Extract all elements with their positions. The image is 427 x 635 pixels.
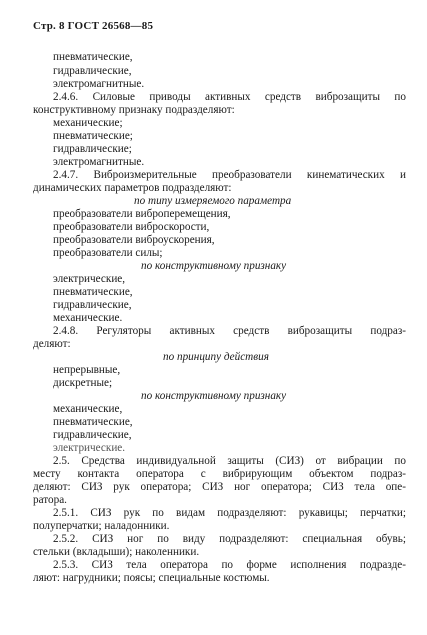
text-line: преобразователи виброскорости, [53,221,210,233]
text-line: стельки (вкладыши); наколенники. [33,546,200,558]
text-line: непрерывные, [53,364,121,376]
subheading-italic: по конструктивному признаку [141,390,287,402]
text-line: гидравлические, [53,429,132,441]
text-line: пневматические; [53,130,133,142]
text-line: деляют: [33,338,71,350]
text-line: гидравлические, [53,65,132,77]
subheading-italic: по конструктивному признаку [141,260,287,272]
text-line: 2.4.7. Виброизмерительные преобразователи кинематических и [53,169,406,181]
text-line: преобразователи виброперемещения, [53,208,231,220]
text-line: электрические, [53,273,126,285]
text-line: дискретные; [53,377,113,389]
text-line: 2.5.3. СИЗ тела оператора по форме исполнения подразде- [53,559,406,571]
text-line: ратора. [33,494,67,506]
text-line: месту контакта оператора с вибрирующим объектом подраз- [33,468,406,480]
text-line: механические, [53,403,123,415]
text-line: механические. [53,312,123,324]
text-line: 2.4.6. Силовые приводы активных средств виброзащиты по [53,91,406,103]
subheading-italic: по принципу действия [163,351,269,363]
text-line: 2.5.1. СИЗ рук по видам подразделяют: рукавицы; перчатки; [53,507,406,519]
text-line: преобразователи силы; [53,247,163,259]
text-line: электромагнитные. [53,156,145,168]
text-line: пневматические, [53,286,133,298]
text-line: 2.5. Средства индивидуальной защиты (СИЗ) от вибрации по [53,455,406,467]
text-line: динамических параметров подразделяют: [33,182,232,194]
subheading-italic: по типу измеряемого параметра [134,195,292,207]
text-line: 2.5.2. СИЗ ног по виду подразделяют: специальная обувь; [53,533,406,545]
text-line: полуперчатки; наладонники. [33,520,170,532]
text-line: гидравлические, [53,299,132,311]
text-line: преобразователи виброускорения, [53,234,215,246]
page-header: Стр. 8 ГОСТ 26568—85 [33,20,154,32]
text-line: ляют: нагрудники; поясы; специальные костюмы. [33,572,270,584]
text-line: пневматические, [53,416,133,428]
text-line: электромагнитные. [53,78,145,90]
text-line: 2.4.8. Регуляторы активных средств виброзащиты подраз- [53,325,406,337]
text-line: пневматические, [53,51,133,63]
text-line: механические; [53,117,123,129]
text-line: электрические. [53,442,126,454]
text-line: конструктивному признаку подразделяют: [33,104,235,116]
text-line: деляют: СИЗ рук оператора; СИЗ ног оператора; СИЗ тела опе- [33,481,406,493]
text-line: гидравлические; [53,143,132,155]
